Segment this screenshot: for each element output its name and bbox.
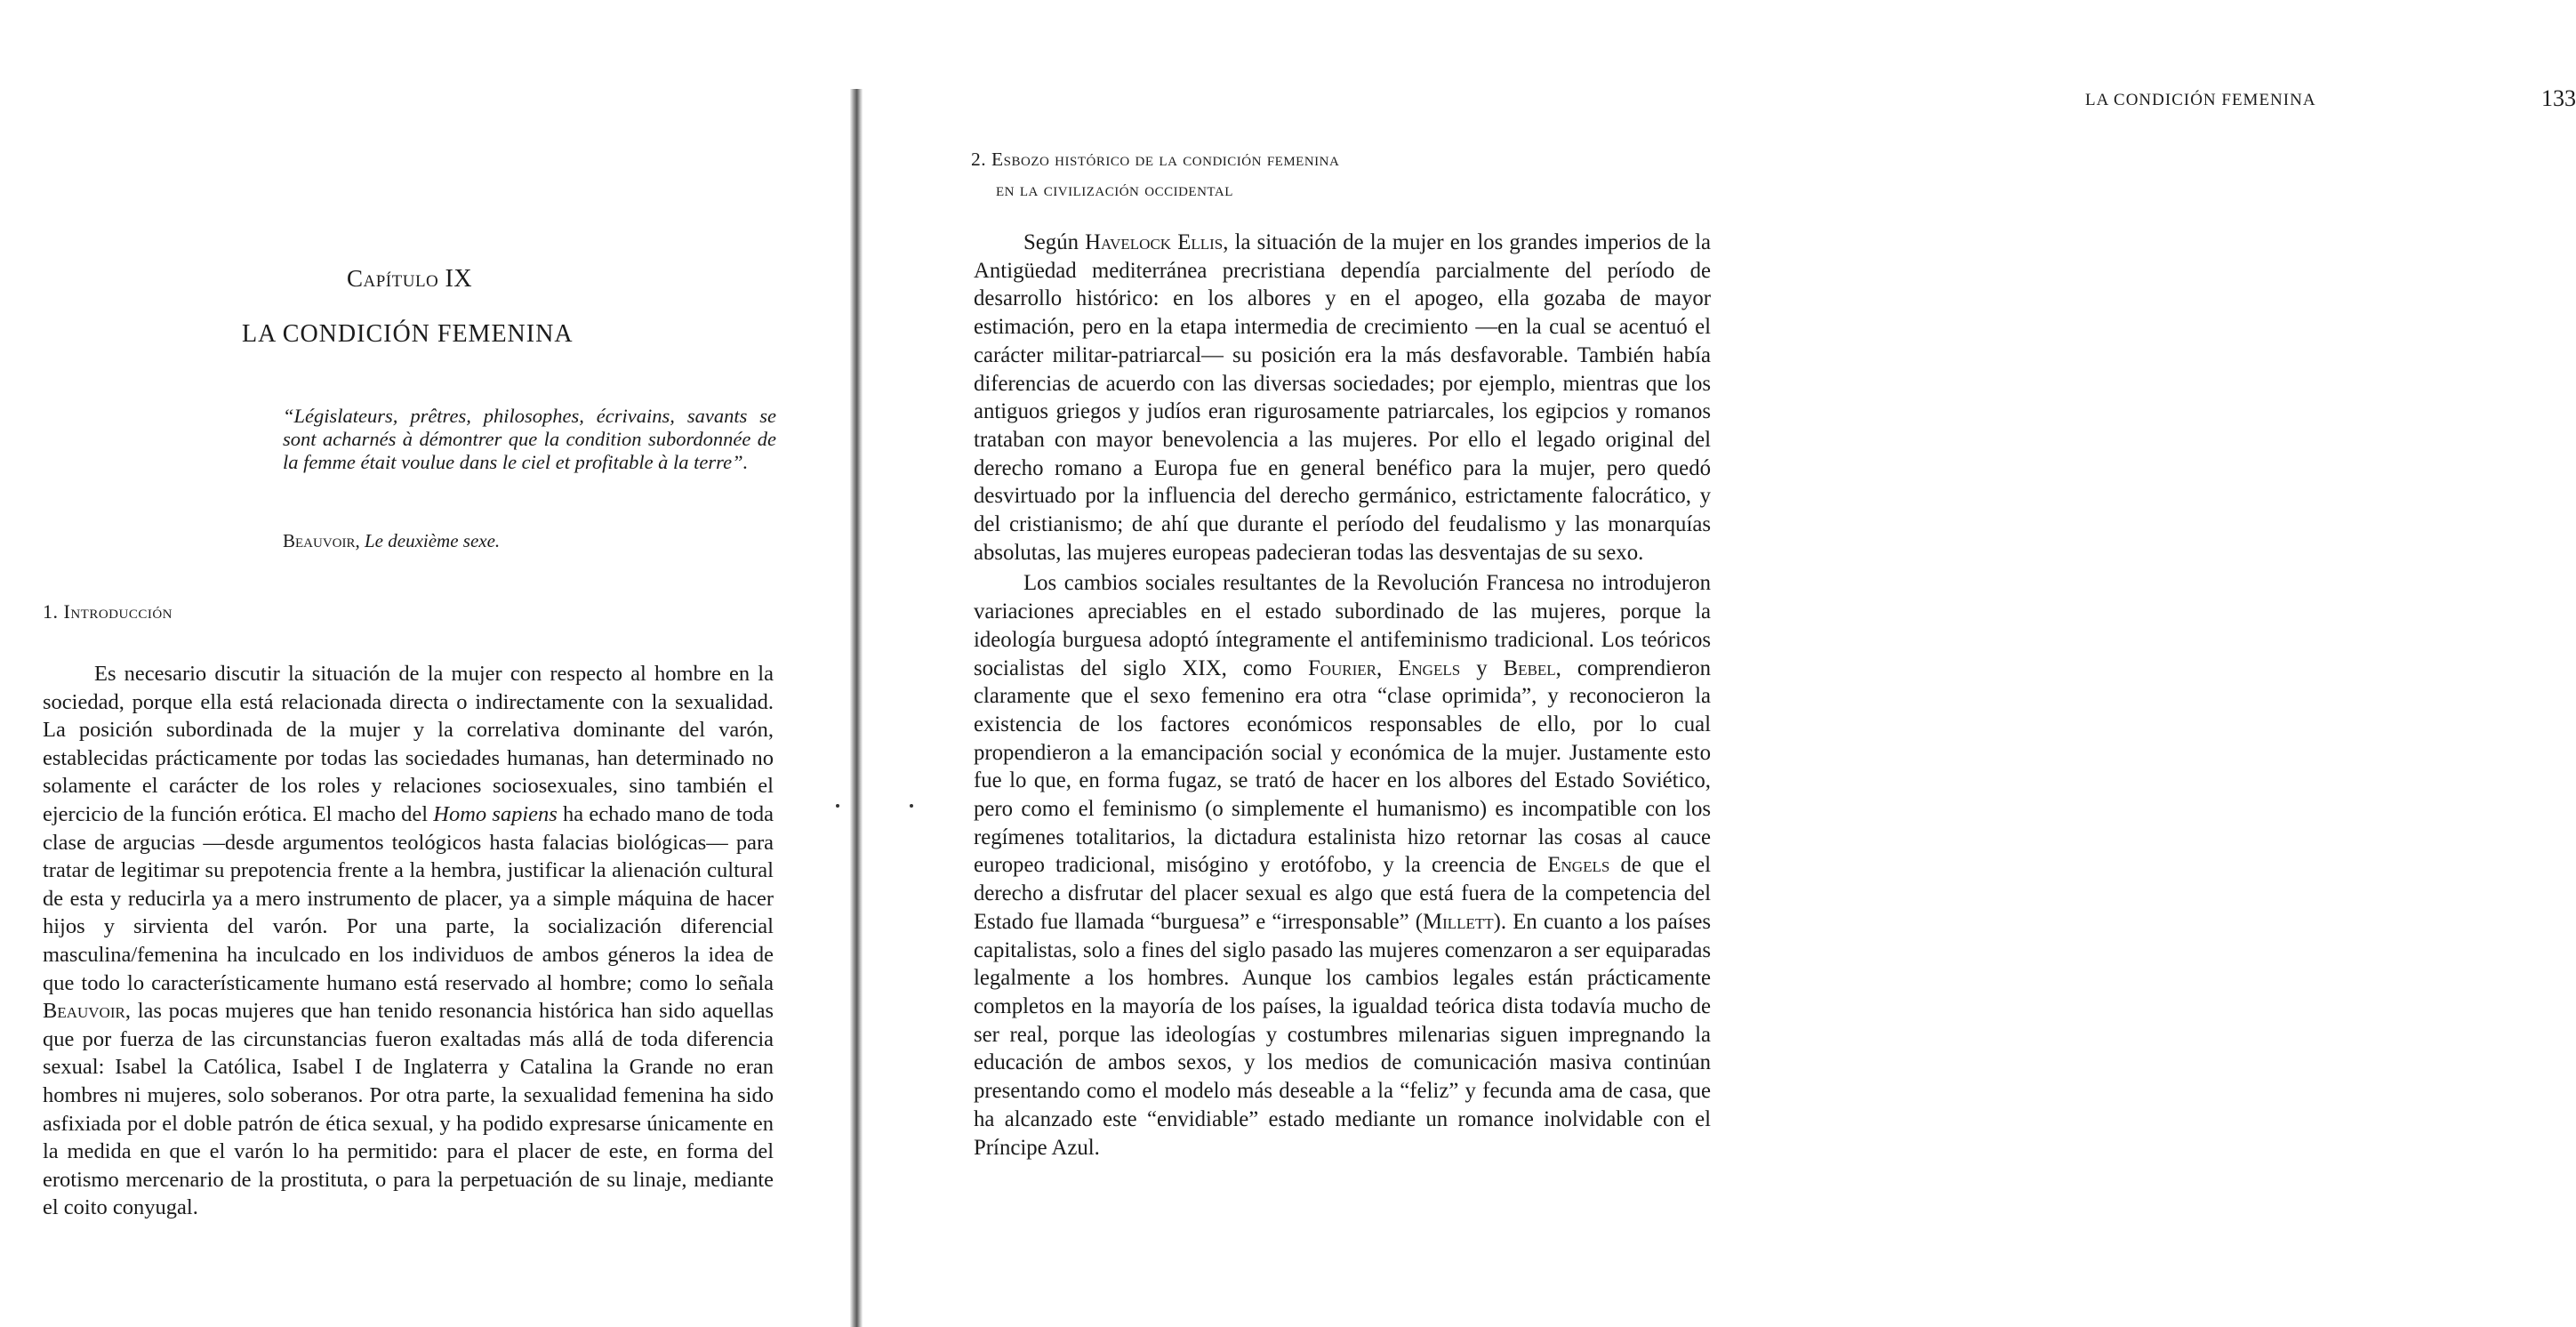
paragraph-1 <box>974 229 1711 567</box>
running-header: LA CONDICIÓN FEMENINA <box>2085 91 2316 109</box>
historical-sketch-body <box>974 229 1711 1162</box>
chapter-word: Capítulo <box>347 265 439 292</box>
paragraph-italic-term: Homo sapiens <box>433 801 558 826</box>
epigraph-source <box>283 530 638 552</box>
introduction-body <box>43 660 774 1222</box>
chapter-title: LA CONDICIÓN FEMENINA <box>242 320 574 348</box>
epigraph-work: Le deuxième sexe. <box>365 530 501 551</box>
epigraph-author: Beauvoir, <box>283 530 360 551</box>
author-name: Millett <box>1423 909 1494 934</box>
author-name: Havelock Ellis, <box>1085 230 1229 254</box>
author-name: Bebel, <box>1503 655 1561 680</box>
paragraph-text: Según <box>1023 230 1079 254</box>
paragraph-2 <box>974 569 1711 1162</box>
paragraph-text: ha echado mano de toda clase de argucias —desde argumentos teológicos hasta falacias biológicas— para tratar de legitimar su prepotencia frente a la hembra, justificar la alienación cultural de esta y reducirla ya a mero instrumento de placer, ya a simple máquina de hacer hijos y sirvienta del varón. Por una parte, la socialización diferencial masculina/femenina ha inculcado en los individuos de ambos géneros la idea de que todo lo característicamente humano está reservado al hombre; como lo señala <box>43 801 774 995</box>
section-heading-historical-sketch <box>971 144 1540 205</box>
chapter-label <box>347 265 525 294</box>
section-title: Introducción <box>63 600 173 623</box>
left-page <box>0 0 854 1327</box>
book-gutter <box>850 89 863 1327</box>
section-number: 1. <box>43 600 59 623</box>
paragraph-text: de que el derecho a disfrutar del placer sexual es algo que está fuera de la competencia del Estado fue llamada “burguesa” e “irresponsable” ( <box>974 853 1711 934</box>
page-number: 133 <box>2541 85 2576 111</box>
chapter-number: IX <box>445 265 473 293</box>
paragraph-text: Es necesario discutir la situación de la mujer con respecto al hombre en la sociedad, porque ella está relacionada directa o indirectamente con la sexualidad. La posición subordinada de la mujer y la correlativa dominante del varón, establecidas prácticamente por todas las sociedades humanas, han determinado no solamente el carácter de los roles y relaciones sociosexuales, sino también el ejercicio de la función erótica. El macho del <box>43 662 774 826</box>
conjunction: y <box>1476 655 1488 680</box>
epigraph-quote: “Législateurs, prêtres, philosophes, écrivains, savants se sont acharnés à démontrer que la condition subordonnée de la femme était voulue dans le ciel et profitable à la terre”. <box>283 405 776 473</box>
section-heading-introduction <box>43 600 398 623</box>
paragraph-text: ). En cuanto a los países capitalistas, solo a fines del siglo pasado las mujeres comenzaron a ser equiparadas legalmente a los hombres. Aunque los cambios legales están prácticamente completos en la mayoría de los países, la igualdad teórica dista todavía mucho de ser real, porque las ideologías y costumbres milenarias siguen impregnando la educación de ambos sexos, y los medios de comunicación masiva continúan presentando como el modelo más deseable a la “feliz” y fecunda ama de casa, que ha alcanzado este “envidiable” estado mediante un romance inolvidable con el Príncipe Azul. <box>974 909 1712 1160</box>
author-names: Fourier, Engels <box>1307 655 1461 680</box>
section-number: 2. <box>971 149 987 170</box>
section-title-line1: Esbozo histórico de la condición femenina <box>991 149 1340 170</box>
introduction-paragraph <box>43 660 774 1222</box>
author-name: Engels <box>1547 853 1610 878</box>
paragraph-text: las pocas mujeres que han tenido resonancia histórica han sido aquellas que por fuerza de las circunstancias fueron exaltadas más allá de toda diferencia sexual: Isabel la Católica, Isabel I de Inglaterra y Catalina la Grande no eran hombres ni mujeres, solo soberanos. Por otra parte, la sexualidad femenina ha sido asfixiada por el doble patrón de ética sexual, y ha podido expresarse únicamente en la medida en que el varón lo ha permitido: para el placer de este, en forma del erotismo mercenario de la prostituta, o para la perpetuación de su linaje, mediante el coito conyugal. <box>43 999 774 1220</box>
paragraph-text: la situación de la mujer en los grandes imperios de la Antigüedad mediterránea precristiana dependía parcialmente del período de desarrollo histórico: en los albores y en el apogeo, ella gozaba de mayor estimación, pero en la etapa intermedia de crecimiento —en la cual se acentuó el carácter militar-patriarcal— su posición era la más desfavorable. También había diferencias de acuerdo con las diversas sociedades; por ejemplo, mientras que los antiguos griegos y judíos eran rigurosamente patriarcales, los egipcios y romanos trataban con mayor benevolencia a las mujeres. Por ello el legado original del derecho romano a Europa fue en general benéfico para la mujer, pero quedó desvirtuado por la influencia del derecho germánico, estrictamente falocrático, y del cristianismo; de ahí que durante el período del feudalismo y las monarquías absolutas, las mujeres europeas padecieran todas las desventajas de su sexo. <box>974 230 1711 565</box>
scan-speck <box>836 804 839 808</box>
author-name: Beauvoir, <box>43 999 131 1024</box>
section-title-line2: en la civilización occidental <box>996 179 1233 200</box>
paragraph-text: comprendieron claramente que el sexo femenino era otra “clase oprimida”, y reconocieron la existencia de los factores económicos responsables de ello, por lo cual propendieron a la emancipación social y económica de la mujer. Justamente esto fue lo que, en forma fugaz, se trató de hacer en los albores del Estado Soviético, pero como el feminismo (o simplemente el humanismo) es incompatible con los regímenes totalitarios, la dictadura estalinista hizo retornar las cosas al cauce europeo tradicional, misógino y erotófobo, y la creencia de <box>974 655 1712 878</box>
section-heading-line <box>971 144 1540 174</box>
paragraph-text: Los cambios sociales resultantes de la Revolución Francesa no introdujeron variaciones apreciables en el estado subordinado de las mujeres, porque la ideología burguesa adoptó íntegramente el antifeminismo tradicional. Los teóricos socialistas del siglo XIX, como <box>974 571 1711 680</box>
